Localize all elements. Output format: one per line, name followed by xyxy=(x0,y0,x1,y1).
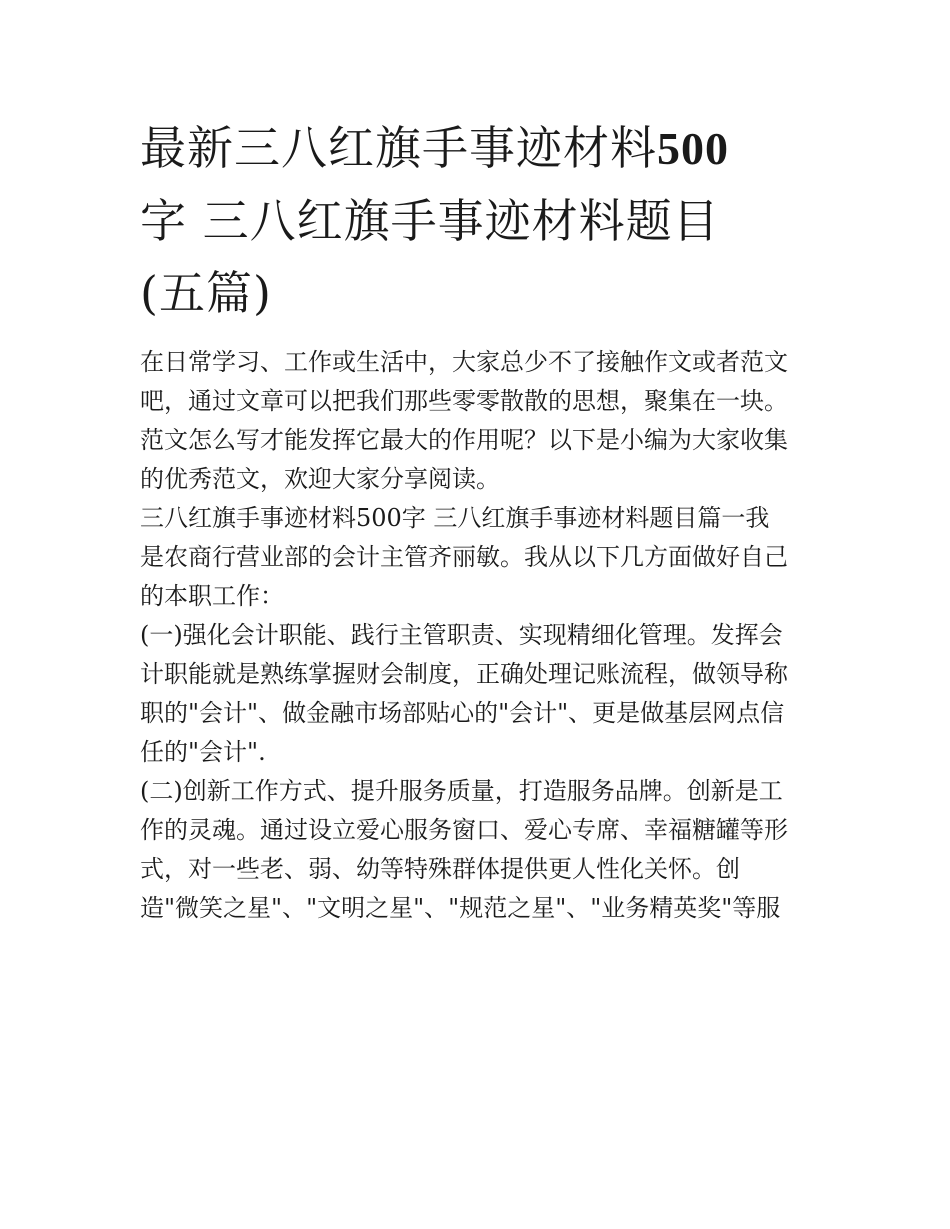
body-line: 职的"会计"、做金融市场部贴心的"会计"、更是做基层网点信 xyxy=(140,699,785,727)
title-line-2: 字 三八红旗手事迹材料题目 xyxy=(140,194,720,248)
body-line: 范文怎么写才能发挥它最大的作用呢？以下是小编为大家收集 xyxy=(140,426,788,454)
body-line: (一)强化会计职能、践行主管职责、实现精细化管理。发挥会 xyxy=(140,621,783,649)
document-content xyxy=(140,112,812,928)
body-line: 任的"会计". xyxy=(140,738,266,766)
body-line: 的本职工作： xyxy=(140,582,284,610)
body-line: 计职能就是熟练掌握财会制度，正确处理记账流程，做领导称 xyxy=(140,660,788,688)
body-line: 作的灵魂。通过设立爱心服务窗口、爱心专席、幸福糖罐等形 xyxy=(140,816,788,844)
body-line: 吧，通过文章可以把我们那些零零散散的思想，聚集在一块。 xyxy=(140,387,788,415)
body-line: 三八红旗手事迹材料500字 三八红旗手事迹材料题目篇一我 xyxy=(140,504,770,532)
document-title xyxy=(140,112,812,329)
document-body xyxy=(140,343,812,928)
body-line: (二)创新工作方式、提升服务质量，打造服务品牌。创新是工 xyxy=(140,777,783,805)
paragraph-article-one xyxy=(140,499,812,616)
body-line: 的优秀范文，欢迎大家分享阅读。 xyxy=(140,465,500,493)
paragraph-section-two xyxy=(140,772,812,928)
body-line: 在日常学习、工作或生活中，大家总少不了接触作文或者范文 xyxy=(140,348,788,376)
title-text-1: 最新三八红旗手事迹材料 xyxy=(140,121,657,175)
title-line-3: (五篇) xyxy=(140,266,272,320)
title-number: 500 xyxy=(657,123,729,174)
title-line-1 xyxy=(140,112,812,185)
body-line: 是农商行营业部的会计主管齐丽敏。我从以下几方面做好自己 xyxy=(140,543,788,571)
paragraph-intro xyxy=(140,343,812,499)
body-line: 造"微笑之星"、"文明之星"、"规范之星"、"业务精英奖"等服 xyxy=(140,894,781,922)
body-line: 式，对一些老、弱、幼等特殊群体提供更人性化关怀。创 xyxy=(140,855,740,883)
paragraph-section-one xyxy=(140,616,812,772)
